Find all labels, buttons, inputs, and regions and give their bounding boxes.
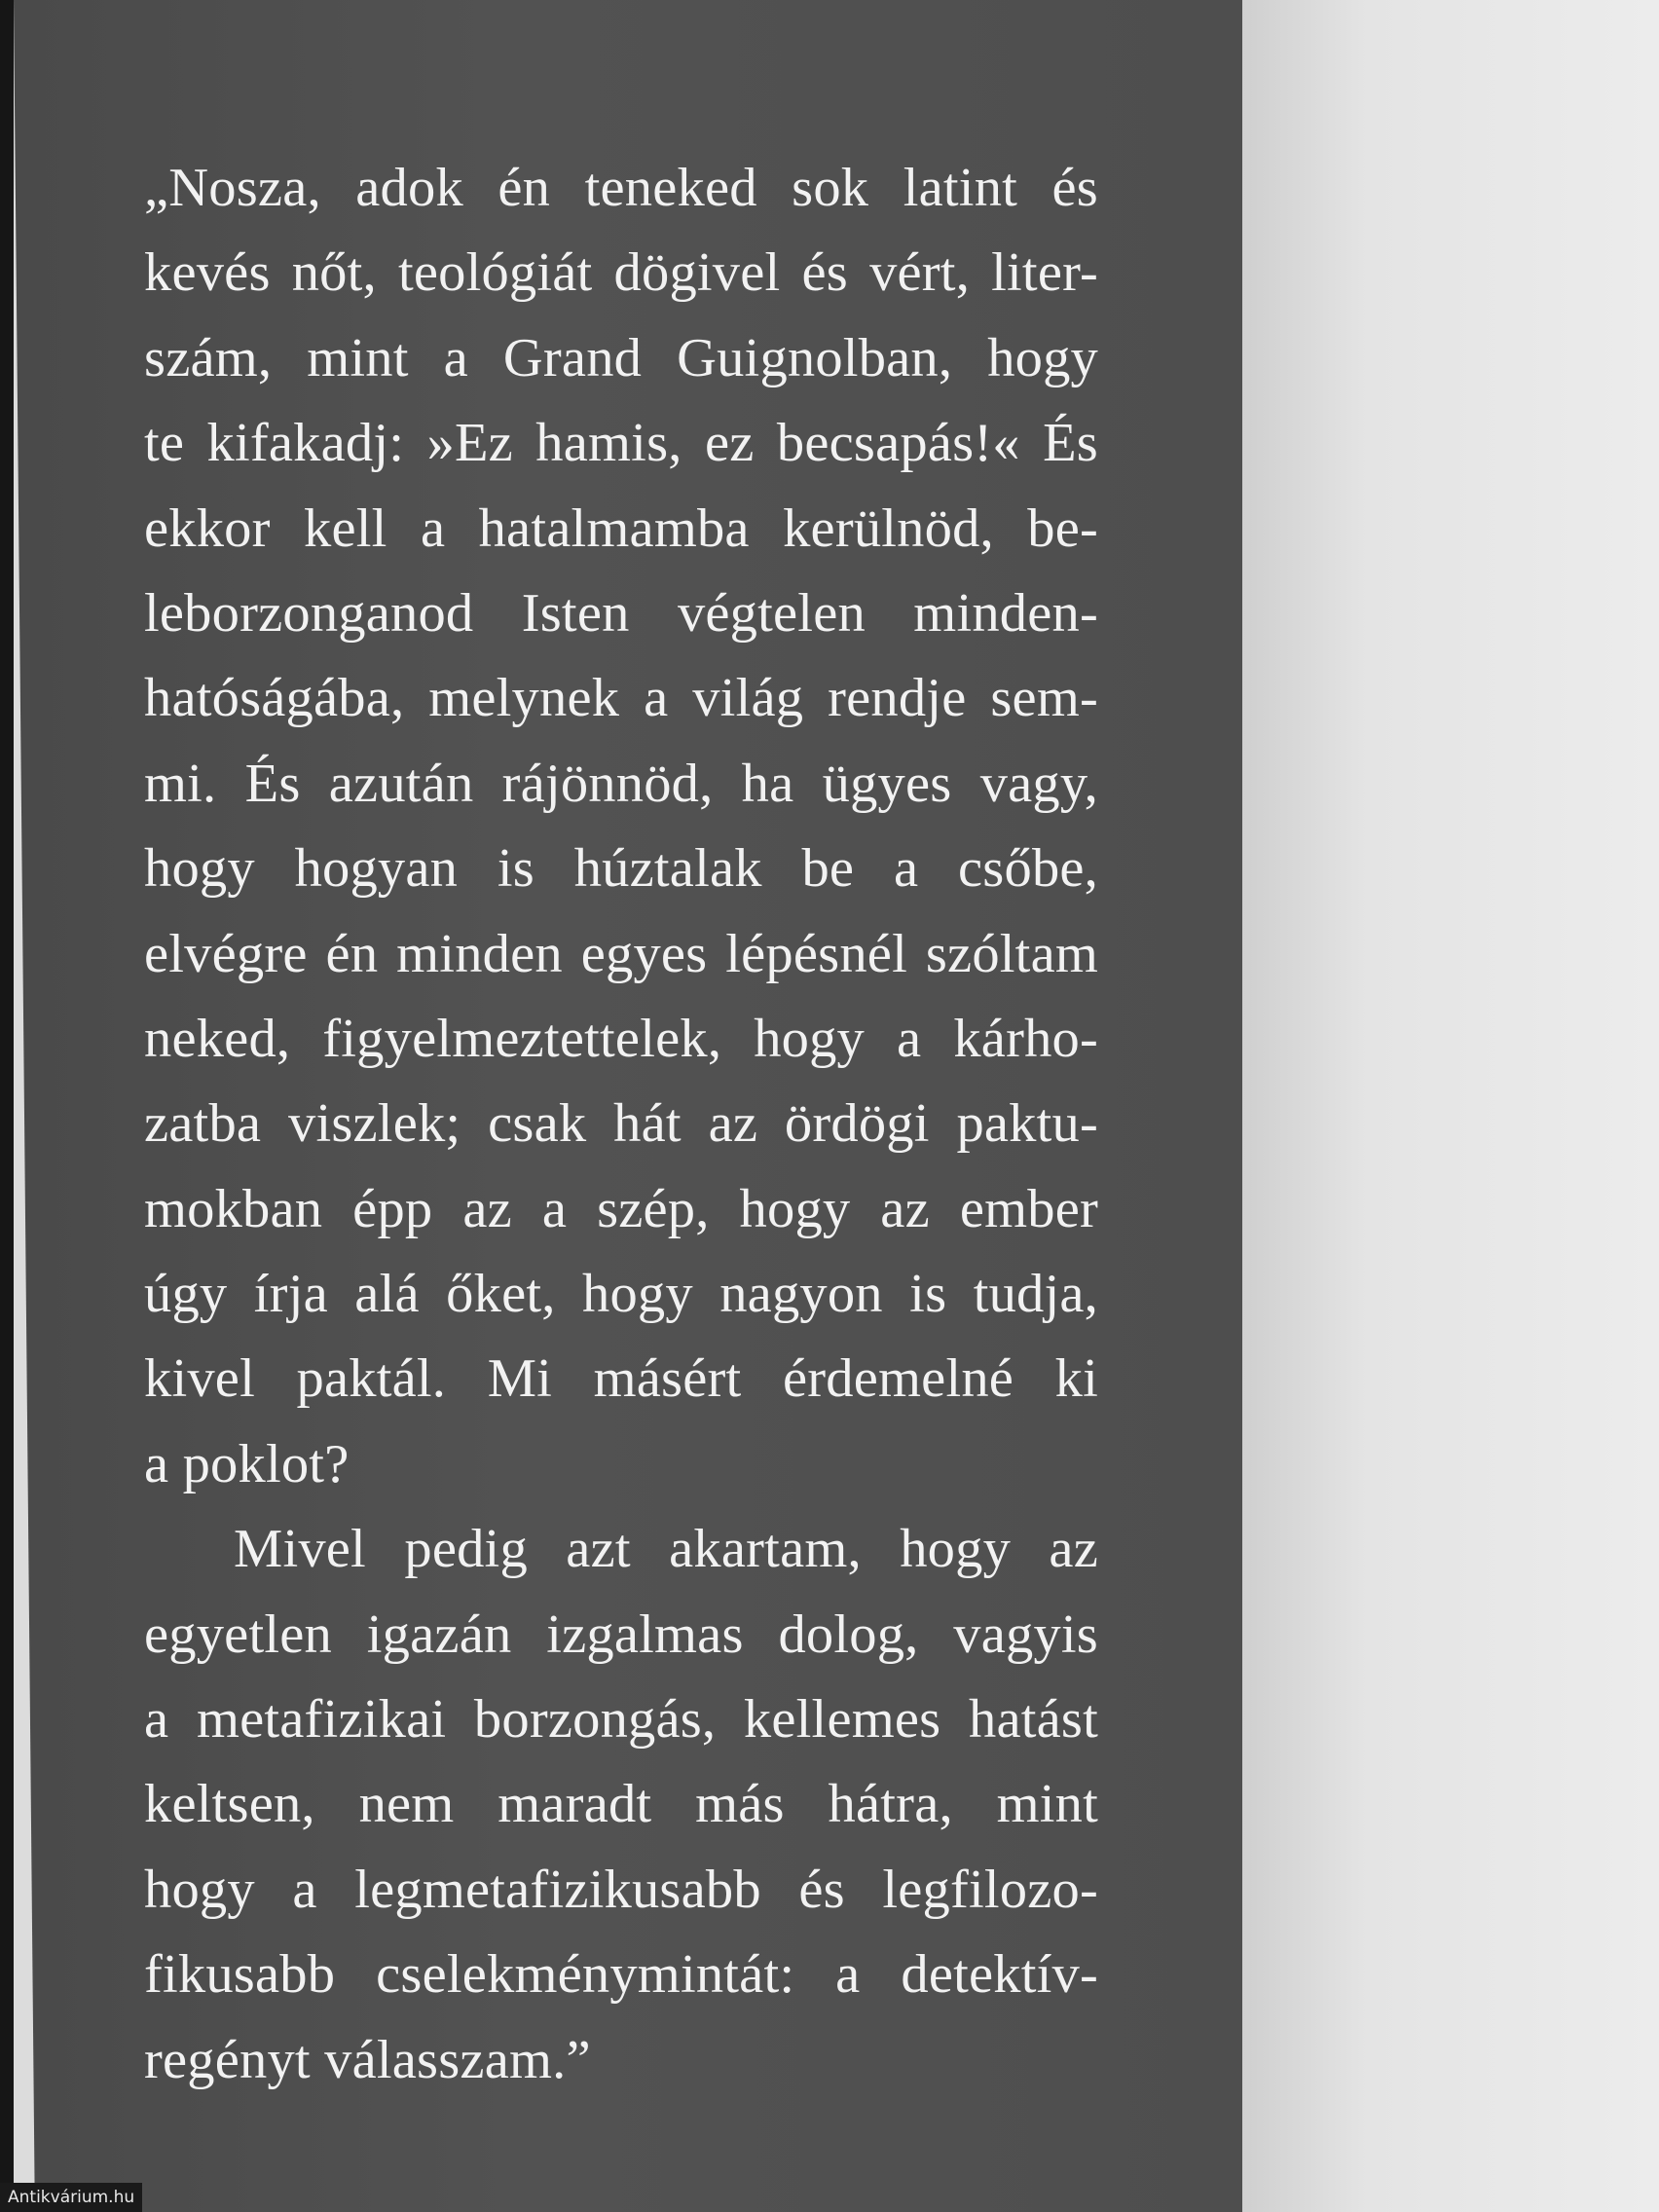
background-page (1242, 0, 1659, 2212)
text-line: a poklot? (144, 1433, 350, 1494)
text-line: kivel paktál. Mi másért érdemelné ki (144, 1348, 1098, 1410)
text-line: úgy írja alá őket, hogy nagyon is tudja, (144, 1264, 1098, 1325)
text-line: Mivel pedig azt akartam, hogy az (234, 1519, 1098, 1580)
text-line: szám, mint a Grand Guignolban, hogy (144, 327, 1098, 388)
text-line: mi. És azután rájönnöd, ha ügyes vagy, (144, 753, 1098, 814)
watermark: Antikvárium.hu (0, 2183, 142, 2212)
text-line: „Nosza, adok én teneked sok latint és (144, 158, 1098, 218)
blurb-text (144, 146, 1098, 2103)
text-line: egyetlen igazán izgalmas dolog, vagyis (144, 1604, 1098, 1665)
text-line: a metafizikai borzongás, kellemes hatást (144, 1689, 1098, 1751)
text-line: ekkor kell a hatalmamba kerülnöd, be- (144, 498, 1098, 559)
text-line: kevés nőt, teológiát dögivel és vért, liter- (144, 242, 1098, 304)
text-line: te kifakadj: »Ez hamis, ez becsapás!« És (144, 413, 1098, 474)
text-line: fikusabb cselekménymintát: a detektív- (144, 1944, 1098, 2006)
text-line: zatba viszlek; csak hát az ördögi paktu- (144, 1093, 1098, 1155)
text-line: neked, figyelmeztettelek, hogy a kárho- (144, 1008, 1098, 1069)
text-line: hatóságába, melynek a világ rendje sem- (144, 668, 1098, 729)
text-line: keltsen, nem maradt más hátra, mint (144, 1774, 1098, 1835)
text-line: mokban épp az a szép, hogy az ember (144, 1178, 1098, 1239)
text-line: hogy hogyan is húztalak be a csőbe, (144, 838, 1098, 900)
text-line: leborzonganod Isten végtelen minden- (144, 582, 1098, 644)
text-line: hogy a legmetafizikusabb és legfilozo- (144, 1859, 1098, 1920)
text-line: elvégre én minden egyes lépésnél szóltam (144, 923, 1098, 984)
book-spine-edge (0, 0, 14, 2212)
text-line: regényt válasszam.” (144, 2029, 591, 2090)
